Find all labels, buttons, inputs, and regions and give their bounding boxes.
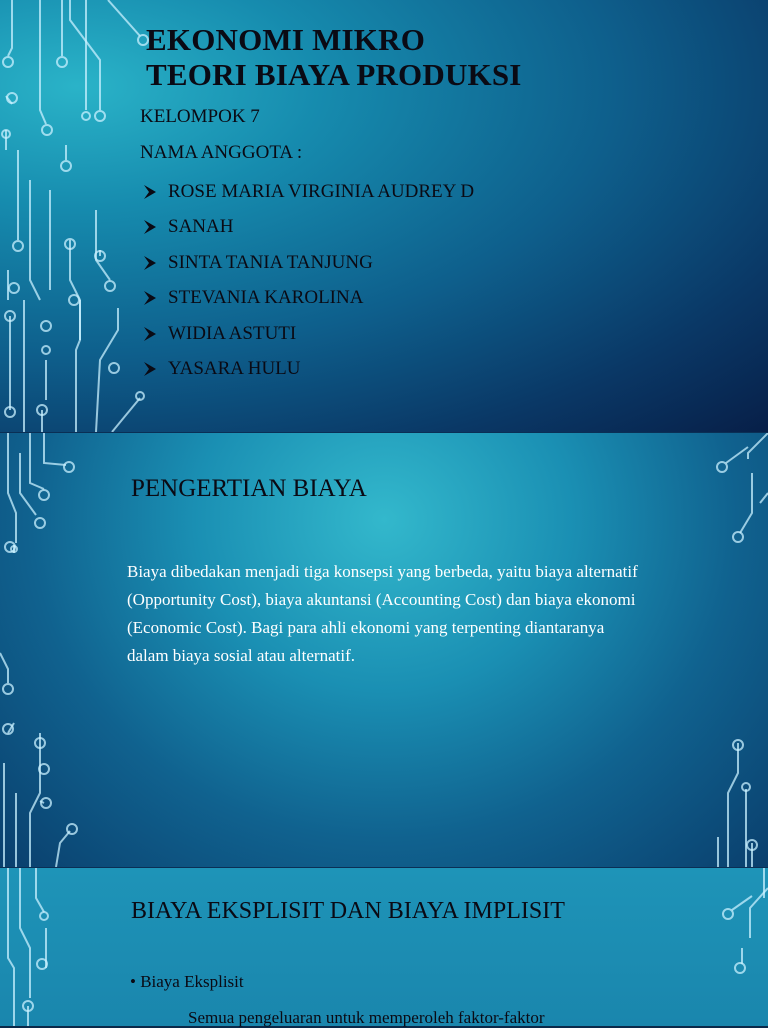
member-name: SINTA TANIA TANJUNG xyxy=(168,251,373,273)
bullet-explicit xyxy=(130,972,244,992)
member-name: SANAH xyxy=(168,216,234,238)
member-item xyxy=(140,316,474,352)
title-line-1: EKONOMI MIKRO xyxy=(146,22,426,57)
arrow-bullet-icon xyxy=(140,183,168,201)
member-item xyxy=(140,281,474,317)
member-item xyxy=(140,352,474,388)
circuit-decoration-left xyxy=(0,0,160,432)
slide-title[interactable] xyxy=(0,0,768,432)
bullet-label: Biaya Eksplisit xyxy=(140,972,244,991)
arrow-bullet-icon xyxy=(140,360,168,378)
members-label: NAMA ANGGOTA : xyxy=(140,142,303,163)
group-label: KELOMPOK 7 xyxy=(140,106,260,127)
member-list xyxy=(140,174,474,387)
presentation-title xyxy=(146,22,522,92)
member-item xyxy=(140,210,474,246)
bullet-dot-icon: • xyxy=(130,972,141,991)
circuit-decoration xyxy=(0,868,768,1026)
arrow-bullet-icon xyxy=(140,289,168,307)
member-name: WIDIA ASTUTI xyxy=(168,322,297,344)
section-heading: PENGERTIAN BIAYA xyxy=(131,475,367,502)
member-name: YASARA HULU xyxy=(168,358,301,380)
arrow-bullet-icon xyxy=(140,254,168,272)
member-name: ROSE MARIA VIRGINIA AUDREY D xyxy=(168,180,475,202)
member-item xyxy=(140,174,474,210)
slide-explicit-implicit[interactable] xyxy=(0,867,768,1026)
arrow-bullet-icon xyxy=(140,325,168,343)
member-item xyxy=(140,245,474,281)
bullet-explicit-description: Semua pengeluaran untuk memperoleh faktor-faktor xyxy=(188,1008,545,1027)
member-name: STEVANIA KAROLINA xyxy=(168,287,364,309)
arrow-bullet-icon xyxy=(140,218,168,236)
section-heading: BIAYA EKSPLISIT DAN BIAYA IMPLISIT xyxy=(131,898,565,924)
definition-paragraph: Biaya dibedakan menjadi tiga konsepsi yang berbeda, yaitu biaya alternatif (Opportunity Cost), biaya akuntansi (Accounting Cost) dan biaya ekonomi (Economic Cost). Bagi para ahli ekonomi yang terpenting diantaranya dalam biaya sosial atau alternatif. xyxy=(127,562,638,665)
title-line-2: TEORI BIAYA PRODUKSI xyxy=(146,57,522,92)
